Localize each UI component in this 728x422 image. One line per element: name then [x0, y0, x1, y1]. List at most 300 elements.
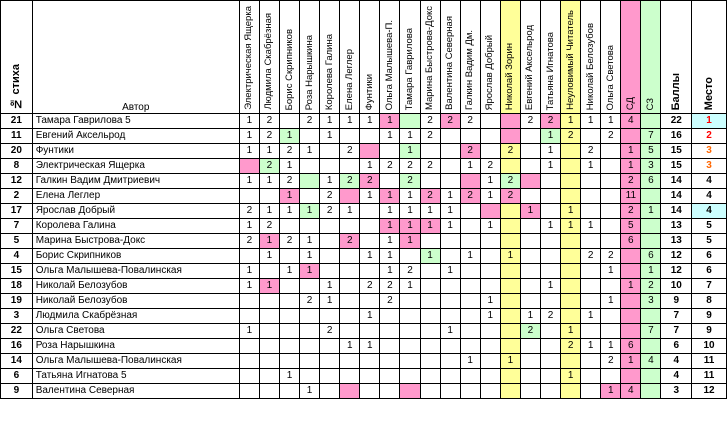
vote-cell	[320, 249, 340, 264]
vote-cell	[581, 264, 601, 279]
vote-cell	[400, 369, 420, 384]
judge-name: Николай Зорин	[504, 42, 516, 110]
vote-cell: 1	[601, 264, 621, 279]
poem-number: 9	[1, 384, 33, 399]
vote-cell	[480, 234, 500, 249]
vote-cell	[259, 309, 279, 324]
vote-cell	[400, 309, 420, 324]
judge-name: Ольга Светова	[604, 44, 616, 110]
vote-cell	[380, 309, 400, 324]
vote-cell: 1	[239, 264, 259, 279]
poem-number: 4	[1, 249, 33, 264]
table-row	[1, 189, 727, 204]
vote-cell: 1	[440, 264, 460, 279]
vote-cell	[520, 279, 540, 294]
score-cell: 14	[661, 204, 692, 219]
vote-cell	[340, 219, 360, 234]
vote-cell: 2	[400, 159, 420, 174]
score-cell: 3	[661, 384, 692, 399]
vote-cell	[400, 294, 420, 309]
vote-cell	[360, 144, 380, 159]
score-cell: 4	[661, 369, 692, 384]
vote-cell: 1	[540, 279, 560, 294]
vote-cell: 1	[279, 189, 299, 204]
vote-cell	[360, 369, 380, 384]
vote-cell	[460, 324, 480, 339]
vote-cell	[500, 324, 520, 339]
vote-cell: 1	[540, 144, 560, 159]
vote-cell	[239, 249, 259, 264]
vote-cell	[259, 324, 279, 339]
vote-cell: 1	[239, 144, 259, 159]
vote-cell: 1	[581, 219, 601, 234]
vote-cell	[561, 294, 581, 309]
vote-cell: 2	[239, 204, 259, 219]
vote-cell	[480, 114, 500, 129]
score-cell: 7	[661, 324, 692, 339]
vote-cell	[320, 369, 340, 384]
author-name: Ярослав Добрый	[32, 204, 239, 219]
vote-cell: 2	[440, 114, 460, 129]
score-cell: 10	[661, 279, 692, 294]
score-cell: 4	[661, 354, 692, 369]
judge-name: Тамара Гаврилова	[403, 27, 415, 110]
vote-cell: 1	[520, 204, 540, 219]
vote-cell	[480, 369, 500, 384]
vote-cell	[500, 384, 520, 399]
judge-header	[601, 1, 621, 114]
vote-cell	[340, 264, 360, 279]
table-row	[1, 129, 727, 144]
table-row	[1, 204, 727, 219]
vote-cell: 5	[621, 219, 641, 234]
score-cell: 14	[661, 174, 692, 189]
vote-cell: 1	[601, 114, 621, 129]
judge-header	[320, 1, 340, 114]
vote-cell: 1	[400, 129, 420, 144]
vote-cell: 1	[259, 249, 279, 264]
vote-cell	[561, 189, 581, 204]
poem-number: 16	[1, 339, 33, 354]
vote-cell: 2	[601, 249, 621, 264]
judge-name: Электрическая Ящерка	[243, 6, 255, 110]
vote-cell	[601, 204, 621, 219]
vote-cell	[360, 354, 380, 369]
vote-cell: 1	[400, 234, 420, 249]
vote-cell	[581, 129, 601, 144]
vote-cell: 2	[460, 114, 480, 129]
vote-cell	[540, 174, 560, 189]
score-cell: 9	[661, 294, 692, 309]
vote-cell: 1	[259, 174, 279, 189]
vote-cell: 2	[300, 294, 320, 309]
vote-cell: 2	[420, 129, 440, 144]
judge-header	[420, 1, 440, 114]
vote-cell: 2	[500, 144, 520, 159]
vote-cell	[279, 384, 299, 399]
vote-cell	[340, 369, 360, 384]
vote-cell: 2	[340, 234, 360, 249]
vote-cell	[500, 279, 520, 294]
score-cell: 22	[661, 114, 692, 129]
vote-cell: 1	[581, 339, 601, 354]
vote-cell	[300, 189, 320, 204]
author-name: Ольга Светова	[32, 324, 239, 339]
vote-cell: 1	[400, 204, 420, 219]
poem-number: 18	[1, 279, 33, 294]
vote-cell	[500, 114, 520, 129]
vote-cell	[440, 144, 460, 159]
vote-cell	[601, 279, 621, 294]
vote-cell	[621, 264, 641, 279]
vote-cell: 1	[440, 324, 460, 339]
author-name: Евгений Аксельрод	[32, 129, 239, 144]
vote-cell	[300, 324, 320, 339]
vote-cell: 1	[440, 189, 460, 204]
vote-cell: 1	[601, 294, 621, 309]
vote-cell	[601, 159, 621, 174]
vote-cell	[480, 354, 500, 369]
vote-cell: 1	[239, 219, 259, 234]
vote-cell: 11	[621, 189, 641, 204]
vote-cell: 1	[420, 219, 440, 234]
vote-cell	[279, 309, 299, 324]
vote-cell: 1	[400, 219, 420, 234]
vote-cell: 2	[380, 294, 400, 309]
vote-cell: 2	[520, 114, 540, 129]
vote-cell: 2	[380, 279, 400, 294]
vote-cell: 1	[380, 234, 400, 249]
judge-header	[340, 1, 360, 114]
vote-cell: 2	[279, 234, 299, 249]
table-row	[1, 144, 727, 159]
vote-cell: 2	[320, 324, 340, 339]
vote-cell: 3	[641, 294, 661, 309]
vote-cell	[380, 384, 400, 399]
vote-cell: 1	[300, 249, 320, 264]
score-cell: 13	[661, 234, 692, 249]
vote-cell: 6	[621, 339, 641, 354]
score-cell: 14	[661, 189, 692, 204]
vote-cell	[320, 384, 340, 399]
vote-cell	[581, 174, 601, 189]
vote-cell: 1	[360, 249, 380, 264]
vote-cell: 1	[340, 339, 360, 354]
place-cell: 7	[692, 279, 727, 294]
vote-cell	[420, 384, 440, 399]
vote-cell	[540, 354, 560, 369]
vote-cell	[279, 294, 299, 309]
vote-cell	[420, 309, 440, 324]
table-row	[1, 294, 727, 309]
vote-cell: 2	[561, 339, 581, 354]
author-name: Николай Белозубов	[32, 279, 239, 294]
vote-cell	[621, 309, 641, 324]
vote-cell	[239, 189, 259, 204]
vote-cell	[420, 234, 440, 249]
vote-cell	[520, 174, 540, 189]
score-cell: 15	[661, 159, 692, 174]
vote-cell: 1	[460, 354, 480, 369]
vote-cell: 1	[641, 204, 661, 219]
judge-header	[500, 1, 520, 114]
vote-cell	[460, 174, 480, 189]
vote-cell: 2	[621, 174, 641, 189]
vote-cell: 2	[400, 264, 420, 279]
vote-cell	[460, 384, 480, 399]
vote-cell: 1	[561, 369, 581, 384]
vote-cell: 1	[239, 129, 259, 144]
place-cell: 6	[692, 264, 727, 279]
judge-name: Марина Быстрова-Докс	[424, 5, 436, 110]
place-cell: 5	[692, 219, 727, 234]
judge-header	[641, 1, 661, 114]
place-cell: 11	[692, 369, 727, 384]
vote-cell	[320, 309, 340, 324]
vote-cell	[520, 219, 540, 234]
vote-cell: 1	[239, 324, 259, 339]
vote-cell	[480, 204, 500, 219]
judge-name: Фунтики	[363, 73, 375, 110]
vote-cell: 1	[460, 249, 480, 264]
judge-name: Валентина Северная	[444, 16, 456, 110]
vote-cell	[500, 129, 520, 144]
vote-cell	[259, 369, 279, 384]
vote-cell: 1	[500, 354, 520, 369]
vote-cell: 1	[320, 114, 340, 129]
poem-number: 7	[1, 219, 33, 234]
vote-cell: 2	[581, 144, 601, 159]
vote-cell: 2	[320, 189, 340, 204]
vote-cell	[380, 174, 400, 189]
judge-header	[380, 1, 400, 114]
vote-cell: 1	[380, 249, 400, 264]
vote-cell	[641, 339, 661, 354]
vote-cell: 2	[300, 114, 320, 129]
vote-cell	[480, 144, 500, 159]
judge-name: СЗ	[644, 97, 656, 110]
place-cell: 4	[692, 174, 727, 189]
judge-name: Роза Нарышкина	[303, 34, 315, 110]
place-cell: 3	[692, 144, 727, 159]
judge-header	[540, 1, 560, 114]
vote-cell	[320, 264, 340, 279]
vote-cell	[320, 159, 340, 174]
vote-cell	[420, 324, 440, 339]
vote-cell: 1	[601, 339, 621, 354]
vote-cell	[360, 294, 380, 309]
vote-cell: 2	[540, 114, 560, 129]
vote-cell	[320, 144, 340, 159]
vote-cell	[520, 129, 540, 144]
table-row	[1, 114, 727, 129]
vote-cell	[340, 294, 360, 309]
vote-cell	[300, 354, 320, 369]
vote-cell: 4	[641, 354, 661, 369]
judge-name: Татьяна Игнатова	[544, 31, 556, 110]
vote-cell: 2	[259, 219, 279, 234]
vote-cell	[259, 384, 279, 399]
vote-cell	[440, 354, 460, 369]
vote-cell: 1	[259, 144, 279, 159]
score-cell: 6	[661, 339, 692, 354]
poem-number: 17	[1, 204, 33, 219]
vote-cell	[420, 279, 440, 294]
vote-cell	[540, 204, 560, 219]
vote-cell	[360, 234, 380, 249]
vote-cell	[300, 369, 320, 384]
vote-cell	[621, 249, 641, 264]
judge-name: Людмила Скабрёзная	[263, 13, 275, 110]
vote-cell	[581, 189, 601, 204]
vote-cell	[239, 354, 259, 369]
vote-cell	[500, 204, 520, 219]
vote-cell: 2	[340, 174, 360, 189]
vote-cell	[601, 174, 621, 189]
judge-name: Ярослав Добрый	[484, 34, 496, 110]
vote-cell: 1	[320, 279, 340, 294]
vote-cell	[440, 309, 460, 324]
vote-cell	[500, 264, 520, 279]
vote-cell	[641, 189, 661, 204]
vote-cell	[340, 159, 360, 174]
poem-number: 22	[1, 324, 33, 339]
place-cell: 12	[692, 384, 727, 399]
vote-cell	[300, 309, 320, 324]
vote-cell	[601, 189, 621, 204]
vote-cell	[440, 384, 460, 399]
judge-header	[460, 1, 480, 114]
vote-cell: 1	[259, 204, 279, 219]
vote-cell: 1	[561, 324, 581, 339]
vote-cell	[279, 219, 299, 234]
vote-cell	[581, 324, 601, 339]
judge-name: Елена Леглер	[343, 48, 355, 110]
vote-cell	[239, 384, 259, 399]
vote-cell: 1	[320, 294, 340, 309]
judge-header	[279, 1, 299, 114]
table-row	[1, 249, 727, 264]
vote-cell: 1	[239, 279, 259, 294]
place-cell: 4	[692, 204, 727, 219]
author-name: Борис Скрипников	[32, 249, 239, 264]
vote-cell	[380, 369, 400, 384]
vote-cell: 2	[320, 204, 340, 219]
vote-cell: 2	[460, 144, 480, 159]
poem-number: 21	[1, 114, 33, 129]
judge-name: Галкин Вадим Дм.	[464, 29, 476, 110]
vote-cell	[380, 144, 400, 159]
vote-cell	[540, 189, 560, 204]
vote-cell: 1	[239, 114, 259, 129]
judge-name: СД	[624, 96, 636, 110]
vote-cell	[500, 234, 520, 249]
vote-cell: 1	[259, 279, 279, 294]
vote-cell: 1	[380, 219, 400, 234]
vote-cell: 2	[360, 279, 380, 294]
vote-cell	[400, 354, 420, 369]
vote-cell	[400, 384, 420, 399]
vote-cell: 4	[621, 114, 641, 129]
vote-cell	[480, 129, 500, 144]
poem-number: 3	[1, 309, 33, 324]
vote-cell: 1	[300, 384, 320, 399]
vote-cell: 1	[380, 204, 400, 219]
vote-cell	[500, 159, 520, 174]
vote-cell: 1	[300, 234, 320, 249]
vote-cell	[420, 264, 440, 279]
vote-cell	[440, 234, 460, 249]
vote-cell: 6	[621, 234, 641, 249]
vote-cell	[400, 324, 420, 339]
vote-cell	[520, 249, 540, 264]
vote-cell	[480, 264, 500, 279]
vote-cell	[239, 369, 259, 384]
vote-cell	[480, 384, 500, 399]
vote-cell	[340, 309, 360, 324]
vote-cell: 1	[360, 309, 380, 324]
vote-cell: 1	[641, 264, 661, 279]
vote-cell	[400, 114, 420, 129]
vote-cell: 2	[561, 129, 581, 144]
vote-cell	[520, 294, 540, 309]
vote-cell: 1	[480, 309, 500, 324]
vote-cell: 2	[621, 204, 641, 219]
vote-cell	[581, 279, 601, 294]
table-row	[1, 264, 727, 279]
table-row	[1, 354, 727, 369]
vote-cell: 2	[360, 174, 380, 189]
judge-name: Евгений Аксельрод	[524, 24, 536, 110]
vote-cell	[300, 339, 320, 354]
header-author: Автор	[32, 1, 239, 114]
vote-cell	[581, 384, 601, 399]
table-row	[1, 174, 727, 189]
vote-cell	[561, 354, 581, 369]
place-cell: 9	[692, 324, 727, 339]
vote-cell	[581, 294, 601, 309]
vote-cell: 1	[320, 174, 340, 189]
vote-cell: 1	[621, 354, 641, 369]
vote-cell	[641, 234, 661, 249]
vote-cell: 1	[300, 264, 320, 279]
vote-cell: 1	[320, 129, 340, 144]
judge-name: Ольга Малышева-П.	[383, 19, 395, 110]
author-name: Фунтики	[32, 144, 239, 159]
vote-cell	[520, 144, 540, 159]
vote-cell	[621, 129, 641, 144]
vote-cell: 2	[259, 114, 279, 129]
vote-cell: 2	[380, 159, 400, 174]
vote-cell: 2	[340, 144, 360, 159]
judge-header	[259, 1, 279, 114]
poem-number: 11	[1, 129, 33, 144]
vote-cell	[320, 339, 340, 354]
vote-cell: 1	[561, 219, 581, 234]
vote-cell: 2	[480, 159, 500, 174]
vote-cell	[400, 249, 420, 264]
vote-cell	[601, 219, 621, 234]
vote-cell	[420, 144, 440, 159]
vote-cell	[440, 369, 460, 384]
vote-cell	[320, 234, 340, 249]
vote-cell: 1	[601, 384, 621, 399]
vote-cell	[420, 294, 440, 309]
vote-cell	[621, 324, 641, 339]
vote-cell	[279, 249, 299, 264]
judge-name: Неуловимый Читатель	[564, 10, 576, 110]
vote-cell: 1	[500, 249, 520, 264]
